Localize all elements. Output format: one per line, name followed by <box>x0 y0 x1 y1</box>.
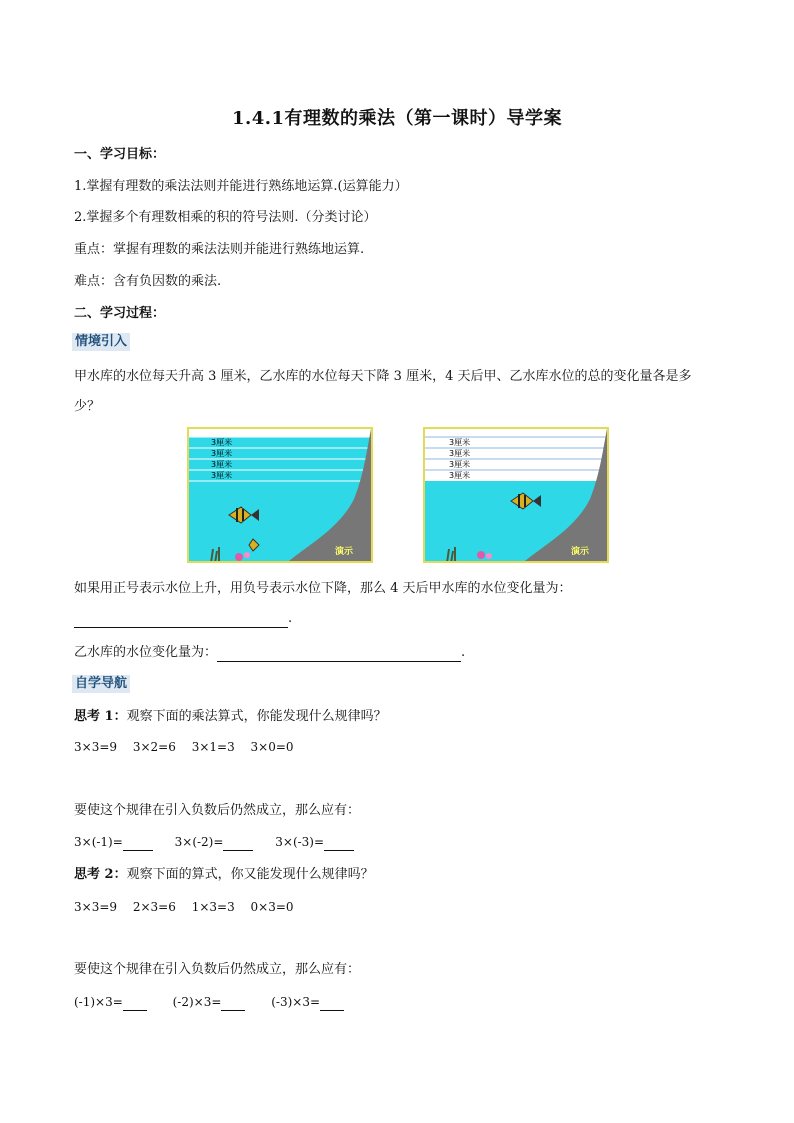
answer-blank[interactable] <box>123 996 147 1011</box>
tag-self-study: 自学导航 <box>72 675 130 693</box>
formula: 0×3=0 <box>250 900 294 914</box>
think-2 <box>74 866 374 884</box>
fill-expression: (-1)×3= <box>74 995 123 1009</box>
think-1-text: 观察下面的乘法算式，你能发现什么规律吗？ <box>126 709 387 724</box>
water-level-label: 3厘米 <box>211 449 233 458</box>
think-1-formulas <box>74 738 294 756</box>
rule-sentence-2: 要使这个规律在引入负数后仍然成立，那么应有： <box>74 962 361 977</box>
think-1-fill <box>74 833 354 851</box>
rule-sentence-1: 要使这个规律在引入负数后仍然成立，那么应有： <box>74 803 361 818</box>
fill-expression: (-3)×3= <box>271 995 321 1009</box>
problem-text-line2: 少？ <box>74 399 101 414</box>
question-reservoir-b <box>74 644 465 662</box>
answer-blank[interactable] <box>223 836 253 851</box>
question-b-text: 乙水库的水位变化量为： <box>74 645 218 660</box>
water-level-label: 3厘米 <box>211 471 233 480</box>
think-1 <box>74 708 387 726</box>
period: . <box>461 645 466 660</box>
formula: 3×3=9 <box>74 740 118 754</box>
tag-context-intro: 情境引入 <box>72 333 130 351</box>
think-2-text: 观察下面的算式，你又能发现什么规律吗？ <box>126 867 374 882</box>
section-heading-goals: 一、学习目标： <box>74 147 166 162</box>
reservoir-illustration-left <box>187 427 373 563</box>
answer-blank[interactable] <box>324 836 354 851</box>
water-level-label: 3厘米 <box>449 471 471 480</box>
answer-blank[interactable] <box>74 613 288 628</box>
goal-1: 1.掌握有理数的乘法法则并能进行熟练地运算.(运算能力） <box>74 179 408 194</box>
answer-blank[interactable] <box>221 996 245 1011</box>
answer-blank[interactable] <box>320 996 344 1011</box>
water-level-label: 3厘米 <box>449 438 471 447</box>
fill-expression: 3×(-2)= <box>174 835 224 849</box>
formula: 3×3=9 <box>74 900 118 914</box>
formula: 3×1=3 <box>191 740 235 754</box>
answer-blank[interactable] <box>123 836 153 851</box>
key-point: 重点：掌握有理数的乘法法则并能进行熟练地运算. <box>74 242 365 257</box>
answer-blank[interactable] <box>217 647 461 662</box>
formula: 3×2=6 <box>132 740 176 754</box>
think-2-formulas <box>74 898 294 916</box>
formula: 1×3=3 <box>191 900 235 914</box>
reservoir-illustration-right <box>423 427 609 563</box>
demo-button[interactable]: 演示 <box>570 547 589 557</box>
think-2-label: 思考 2： <box>74 867 127 882</box>
water-level-label: 3厘米 <box>211 460 233 469</box>
water-level-label: 3厘米 <box>211 438 233 447</box>
formula: 3×0=0 <box>250 740 294 754</box>
water-level-label: 3厘米 <box>449 449 471 458</box>
fill-expression: 3×(-3)= <box>275 835 325 849</box>
goal-2: 2.掌握多个有理数相乘的积的符号法则.（分类讨论） <box>74 210 377 225</box>
formula: 2×3=6 <box>132 900 176 914</box>
section-heading-process: 二、学习过程： <box>74 306 166 321</box>
difficulty: 难点：含有负因数的乘法. <box>74 274 222 289</box>
demo-button[interactable]: 演示 <box>334 547 353 557</box>
think-2-fill <box>74 993 344 1011</box>
question-reservoir-a: 如果用正号表示水位上升，用负号表示水位下降，那么 4 天后甲水库的水位变化量为： <box>74 581 572 596</box>
problem-text-line1: 甲水库的水位每天升高 3 厘米，乙水库的水位每天下降 3 厘米，4 天后甲、乙水库水位的总的变化量各是多 <box>74 369 692 384</box>
fill-expression: (-2)×3= <box>172 995 222 1009</box>
fill-expression: 3×(-1)= <box>74 835 123 849</box>
page-title: 1.4.1有理数的乘法（第一课时）导学案 <box>231 108 563 129</box>
period: . <box>288 611 293 626</box>
answer-line-a <box>74 610 292 628</box>
water-level-label: 3厘米 <box>449 460 471 469</box>
think-1-label: 思考 1： <box>74 709 127 724</box>
